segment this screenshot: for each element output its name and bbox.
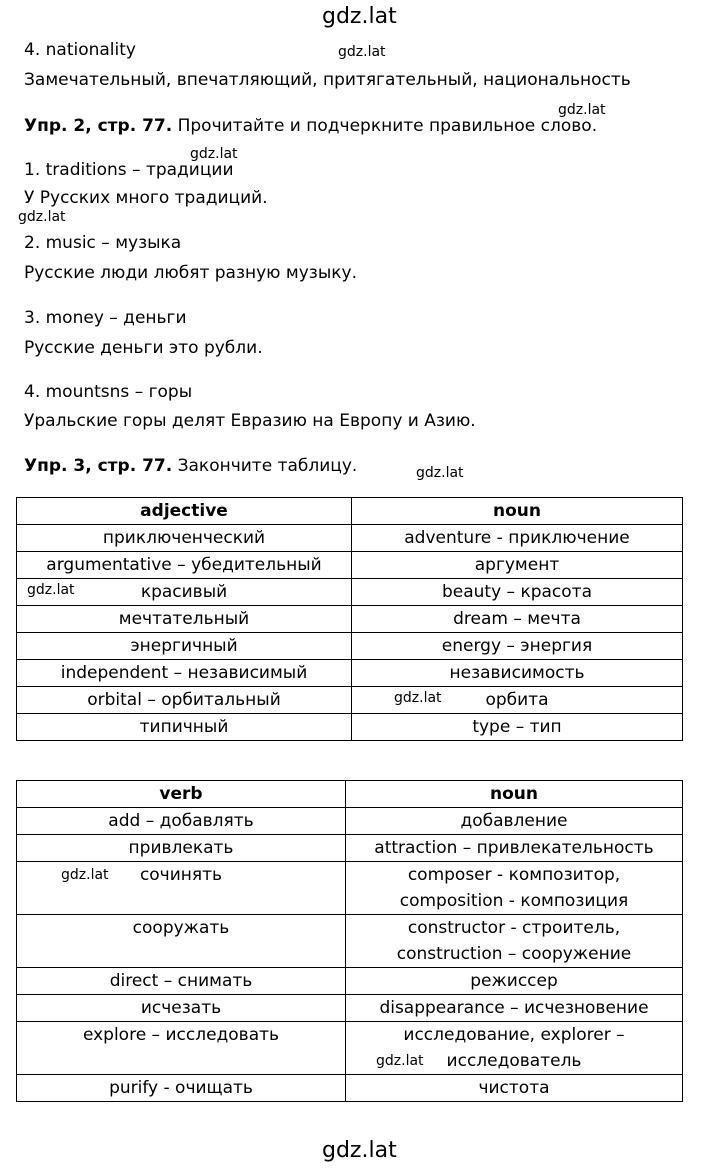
table-row (17, 687, 683, 714)
exercise-2-heading (24, 116, 597, 136)
table-cell: привлекать (17, 835, 346, 862)
text-line: 3. money – деньги (24, 308, 187, 328)
table-cell: энергичный (17, 633, 352, 660)
table-row (17, 633, 683, 660)
watermark: gdz.lat (558, 102, 606, 118)
table-cell: adventure - приключение (352, 525, 683, 552)
table-row (17, 862, 683, 915)
cell-text: composition - композиция (399, 891, 629, 911)
text-line: Замечательный, впечатляющий, притягательный, национальность (24, 70, 631, 90)
cell-text: исследование, explorer – (403, 1025, 625, 1045)
exercise-instruction: Прочитайте и подчеркните правильное слово. (172, 116, 598, 136)
table-cell: сооружать (17, 915, 346, 968)
table-cell (346, 862, 683, 915)
text-line: Русские деньги это рубли. (24, 338, 263, 358)
watermark: gdz.lat (18, 209, 66, 225)
table-cell (346, 1022, 683, 1075)
watermark: gdz.lat (338, 44, 386, 60)
table-cell: исчезать (17, 995, 346, 1022)
table-cell: аргумент (352, 552, 683, 579)
watermark: gdz.lat (190, 146, 238, 162)
cell-text: сочинять (139, 865, 223, 885)
table-row (17, 968, 683, 995)
cell-text: исследователь (446, 1051, 582, 1071)
cell-text: красивый (140, 582, 228, 602)
table-cell: чистота (346, 1075, 683, 1102)
table-cell: режиссер (346, 968, 683, 995)
table-cell: type – тип (352, 714, 683, 741)
table-cell: типичный (17, 714, 352, 741)
table-cell: добавление (346, 808, 683, 835)
table-row (17, 995, 683, 1022)
cell-text: construction – сооружение (396, 944, 632, 964)
watermark: gdz.lat (394, 690, 442, 706)
column-header: adjective (17, 498, 352, 525)
text-line: Русские люди любят разную музыку. (24, 263, 357, 283)
column-header: noun (352, 498, 683, 525)
adjective-noun-table (16, 497, 683, 741)
watermark: gdz.lat (376, 1053, 424, 1069)
table-header-row (17, 498, 683, 525)
table-cell (17, 579, 352, 606)
table-cell (346, 915, 683, 968)
text-line: У Русских много традиций. (24, 188, 268, 208)
table-cell: attraction – привлекательность (346, 835, 683, 862)
table-cell: приключенческий (17, 525, 352, 552)
exercise-instruction: Закончите таблицу. (172, 456, 358, 476)
table-row (17, 1075, 683, 1102)
table-row (17, 808, 683, 835)
watermark: gdz.lat (61, 867, 109, 883)
cell-text: орбита (485, 690, 549, 710)
text-line: 2. music – музыка (24, 233, 182, 253)
text-line: 4. nationality (24, 40, 136, 60)
table-row (17, 606, 683, 633)
watermark-top: gdz.lat (322, 4, 397, 29)
cell-text: constructor - строитель, (407, 918, 621, 938)
column-header: noun (346, 781, 683, 808)
table-header-row (17, 781, 683, 808)
table-row (17, 660, 683, 687)
table-row (17, 552, 683, 579)
exercise-label: Упр. 3, стр. 77. (24, 456, 173, 476)
table-cell: dream – мечта (352, 606, 683, 633)
table-cell: add – добавлять (17, 808, 346, 835)
table-cell: disappearance – исчезновение (346, 995, 683, 1022)
table-cell: мечтательный (17, 606, 352, 633)
table-cell (17, 862, 346, 915)
watermark: gdz.lat (416, 465, 464, 481)
table-row (17, 714, 683, 741)
table-cell: argumentative – убедительный (17, 552, 352, 579)
table-cell (352, 687, 683, 714)
table-row (17, 915, 683, 968)
table-cell: beauty – красота (352, 579, 683, 606)
table-cell: energy – энергия (352, 633, 683, 660)
verb-noun-table (16, 780, 683, 1102)
text-line: Уральские горы делят Евразию на Европу и Азию. (24, 411, 476, 431)
table-row (17, 525, 683, 552)
table-cell: explore – исследовать (17, 1022, 346, 1075)
exercise-3-heading (24, 456, 357, 476)
table-cell: independent – независимый (17, 660, 352, 687)
watermark: gdz.lat (27, 582, 75, 598)
table-row (17, 835, 683, 862)
table-row (17, 1022, 683, 1075)
text-line: 4. mountsns – горы (24, 382, 193, 402)
table-row (17, 579, 683, 606)
table-cell: независимость (352, 660, 683, 687)
table-cell: orbital – орбитальный (17, 687, 352, 714)
column-header: verb (17, 781, 346, 808)
watermark-bottom: gdz.lat (322, 1138, 397, 1163)
table-cell: direct – снимать (17, 968, 346, 995)
cell-text: composer - композитор, (407, 865, 621, 885)
text-line: 1. traditions – традиции (24, 160, 234, 180)
exercise-label: Упр. 2, стр. 77. (24, 116, 173, 136)
table-cell: purify - очищать (17, 1075, 346, 1102)
